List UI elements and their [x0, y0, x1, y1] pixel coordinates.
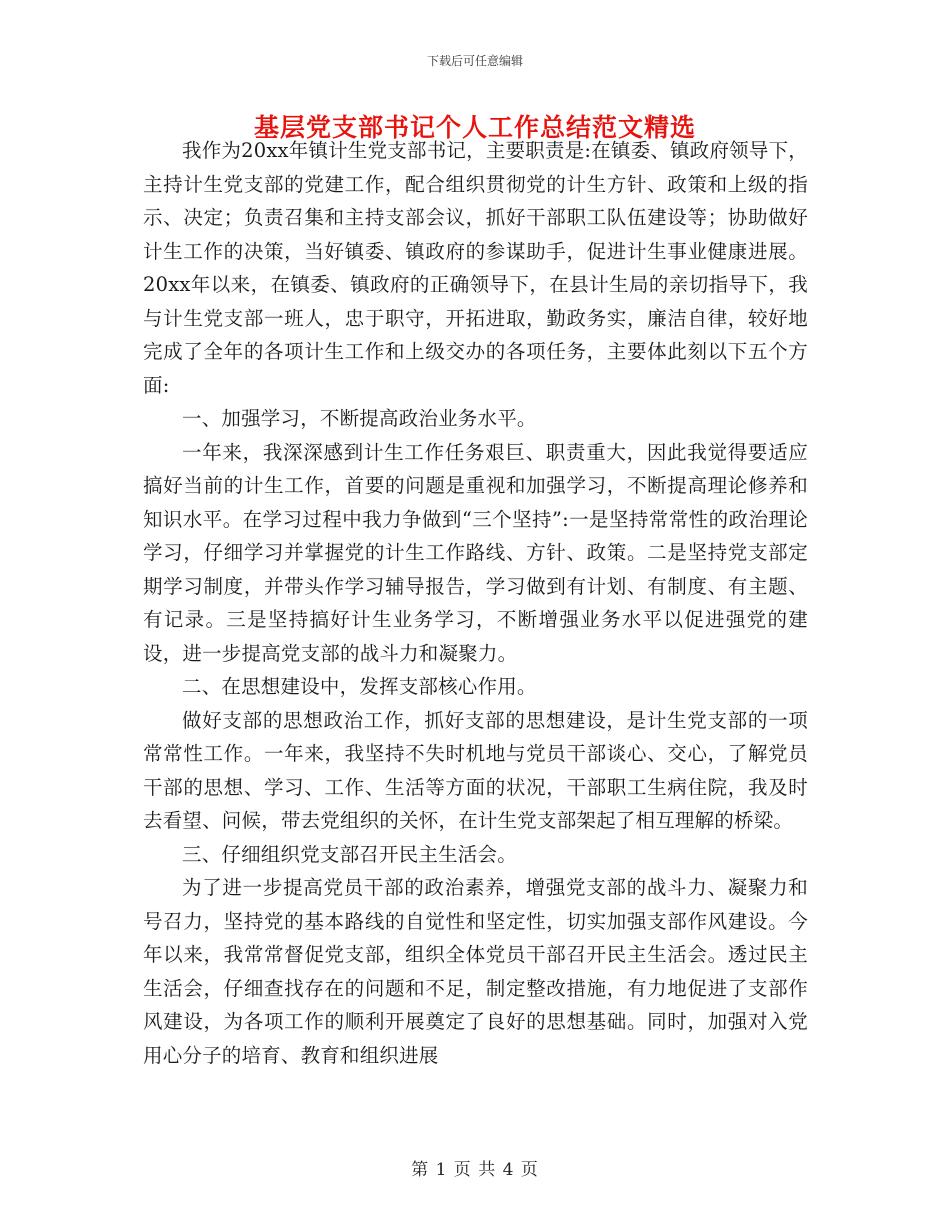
- paragraph: 我作为20xx年镇计生党支部书记，主要职责是:在镇委、镇政府领导下，主持计生党支部的党建工作，配合组织贯彻党的计生方针、政策和上级的指示、决定；负责召集和主持支部会议，抓好干部职工队伍建设等；协助做好计生工作的决策，当好镇委、镇政府的参谋助手，促进计生事业健康进展。20xx年以来，在镇委、镇政府的正确领导下，在县计生局的亲切指导下，我与计生党支部一班人，忠于职守，开拓进取，勤政务实，廉洁自律，较好地完成了全年的各项计生工作和上级交办的各项任务，主要体此刻以下五个方面:: [143, 139, 808, 397]
- section-heading: 二、在思想建设中，发挥支部核心作用。: [182, 675, 537, 698]
- paragraph: 一年来，我深深感到计生工作任务艰巨、职责重大，因此我觉得要适应搞好当前的计生工作，首要的问题是重视和加强学习，不断提高理论修养和知识水平。在学习过程中我力争做到“三个坚持”:一是坚持常常性的政治理论学习，仔细学习并掌握党的计生工作路线、方针、政策。二是坚持党支部定期学习制度，并带头作学习辅导报告，学习做到有计划、有制度、有主题、有记录。三是坚持搞好计生业务学习，不断增强业务水平以促进强党的建设，进一步提高党支部的战斗力和凝聚力。: [143, 440, 808, 665]
- page-number-footer: 第 1 页 共 4 页: [411, 1160, 539, 1180]
- document-title: 基层党支部书记个人工作总结范文精选: [253, 113, 696, 142]
- section-heading: 三、仔细组织党支部召开民主生活会。: [182, 842, 517, 866]
- paragraph: 做好支部的思想政治工作，抓好支部的思想建设，是计生党支部的一项常常性工作。一年来，我坚持不失时机地与党员干部谈心、交心，了解党员干部的思想、学习、工作、生活等方面的状况，干部职工生病住院，我及时去看望、问候，带去党组织的关怀，在计生党支部架起了相互理解的桥梁。: [143, 708, 808, 832]
- section-heading: 一、加强学习，不断提高政治业务水平。: [182, 407, 537, 430]
- page-header: 下载后可任意编辑: [426, 54, 523, 68]
- paragraph: 为了进一步提高党员干部的政治素养，增强党支部的战斗力、凝聚力和号召力，坚持党的基本路线的自觉性和坚定性，切实加强支部作风建设。今年以来，我常常督促党支部，组织全体党员干部召开民主生活会。透过民主生活会，仔细查找存在的问题和不足，制定整改措施，有力地促进了支部作风建设，为各项工作的顺利开展奠定了良好的思想基础。同时，加强对入党用心分子的培育、教育和组织进展: [143, 876, 808, 1067]
- document-body: [143, 134, 808, 1072]
